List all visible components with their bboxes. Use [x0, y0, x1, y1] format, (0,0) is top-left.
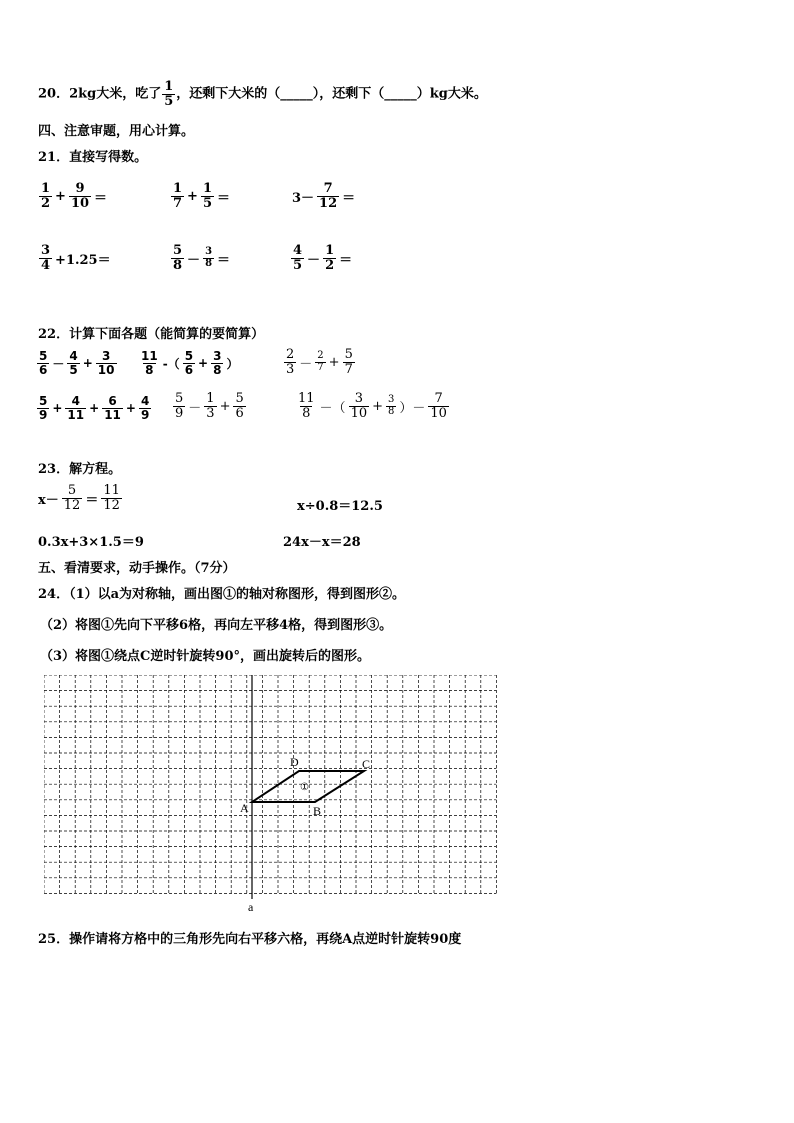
- q21-expr-1: $\frac{1}{2}$ + $\frac{9}{10}$ ＝: [41, 181, 108, 211]
- label-figure-1: ①: [300, 782, 309, 793]
- label-D: D: [290, 755, 299, 769]
- q22-expr-5: $\frac{5}{9}$ － $\frac{1}{3}$ + $\frac{5}{6}$: [175, 391, 244, 421]
- q22-expr-6: $\frac{11}{8}$ －（ $\frac{3}{10}$ + $\frac{3}{8}$ ）－ $\frac{7}{10}$: [298, 391, 447, 421]
- grid-svg: [44, 675, 514, 915]
- q21-expr-5: $\frac{5}{8}$ － $\frac{3}{8}$ ＝: [173, 243, 231, 273]
- section-4-heading: 四、注意审题，用心计算。: [38, 124, 195, 139]
- grid-lines: [44, 675, 496, 893]
- label-axis-a: a: [248, 900, 254, 914]
- q22-expr-2: $\frac{11}{8}$ -（ $\frac{5}{6}$ + $\frac{3}{8}$ ）: [141, 349, 239, 377]
- section-5-heading: 五、看清要求，动手操作。（7分）: [38, 561, 236, 576]
- q23-eq-1: x－ $\frac{5}{12}$ ＝ $\frac{11}{12}$: [38, 483, 120, 513]
- q23-eq-2: x÷0.8＝12.5: [297, 499, 383, 514]
- q20-label: 20．2kg大米，吃了: [38, 86, 162, 102]
- q22-expr-3: $\frac{2}{3}$ － $\frac{2}{7}$ + $\frac{5}{7}$: [286, 347, 353, 377]
- q23-title: 23．解方程。: [38, 462, 122, 477]
- q23-eq-4: 24x－x＝28: [283, 535, 361, 550]
- q22-expr-1: $\frac{5}{6}$ － $\frac{4}{5}$ + $\frac{3}{10}$: [39, 349, 115, 377]
- label-B: B: [313, 804, 322, 818]
- q21-expr-4: $\frac{3}{4}$ +1.25＝: [41, 243, 111, 273]
- q24-part-2: （2）将图①先向下平移6格，再向左平移4格，得到图形③。: [40, 618, 393, 633]
- q22-expr-4: $\frac{5}{9}$ + $\frac{4}{11}$ + $\frac{6}{11}$ + $\frac{4}{9}$: [39, 394, 150, 422]
- question-25: 25．操作请将方格中的三角形先向右平移六格，再绕A点逆时针旋转90度: [38, 932, 462, 947]
- label-A: A: [240, 801, 249, 815]
- q20-tail: ，还剩下大米的（_____），还剩下（_____）kg大米。: [176, 86, 487, 102]
- q22-title: 22．计算下面各题（能简算的要简算）: [38, 327, 265, 342]
- q21-expr-6: $\frac{4}{5}$ － $\frac{1}{2}$ ＝: [293, 243, 353, 273]
- q20-fraction: $\frac{1}{5}$: [164, 79, 174, 109]
- q21-expr-3: 3－ $\frac{7}{12}$ ＝: [292, 181, 356, 211]
- q24-part-3: （3）将图①绕点C逆时针旋转90°，画出旋转后的图形。: [40, 649, 370, 664]
- q23-eq-3: 0.3x+3×1.5＝9: [38, 535, 144, 550]
- label-C: C: [362, 757, 371, 771]
- question-20: [38, 80, 487, 108]
- q24-part-1: 24．（1）以a为对称轴，画出图①的轴对称图形，得到图形②。: [38, 587, 406, 602]
- q24-grid-figure: [44, 675, 514, 919]
- q21-title: 21．直接写得数。: [38, 150, 148, 165]
- q21-expr-2: $\frac{1}{7}$ + $\frac{1}{5}$ ＝: [173, 181, 231, 211]
